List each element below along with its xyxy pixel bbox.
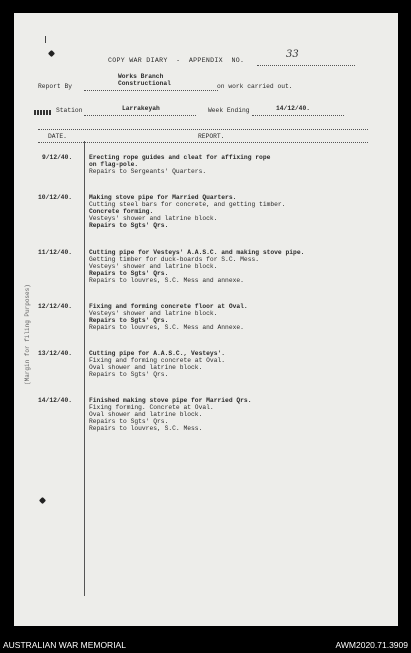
- report-by-label: Report By: [38, 83, 73, 90]
- footer-institution: AUSTRALIAN WAR MEMORIAL: [3, 640, 126, 650]
- entry-date: 9/12/40.: [42, 154, 73, 161]
- entry-line: Vesteys' shower and latrine block.: [89, 215, 218, 222]
- entry-line: Repairs to Sgts' Qrs.: [89, 371, 169, 378]
- entry-date: 12/12/40.: [38, 303, 73, 310]
- week-ending-value: 14/12/40.: [276, 105, 311, 112]
- entry-line: Fixing forming. Concrete at Oval.: [89, 404, 214, 411]
- appendix-number: 33: [286, 49, 299, 60]
- entry-line: Making stove pipe for Married Quarters.: [89, 194, 237, 201]
- entry-line: Concrete forming.: [89, 208, 154, 215]
- entry-line: Getting timber for duck-boards for S.C. Mess.: [89, 256, 260, 263]
- entry-line: Fixing and forming concrete floor at Oval.: [89, 303, 248, 310]
- entry-line: Cutting pipe for Vesteys' A.A.S.C. and making stove pipe.: [89, 249, 305, 256]
- date-column-header: DATE.: [48, 133, 67, 140]
- document-page: [14, 13, 398, 626]
- entry-line: on flag-pole.: [89, 161, 139, 168]
- entry-line: Oval shower and latrine block.: [89, 411, 203, 418]
- entry-line: Erecting rope guides and cleat for affixing rope: [89, 154, 271, 161]
- entry-line: Vesteys' shower and latrine block.: [89, 263, 218, 270]
- report-by-suffix: on work carried out.: [217, 83, 293, 90]
- station-rule: [84, 115, 196, 116]
- footer-bar: [0, 638, 411, 653]
- entry-line: Repairs to Sgts' Qrs.: [89, 270, 169, 277]
- document-title: COPY WAR DIARY - APPENDIX NO.: [108, 57, 245, 64]
- report-by-rule: [84, 90, 218, 91]
- entry-line: Cutting steel bars for concrete, and getting timber.: [89, 201, 286, 208]
- table-top-rule: [38, 129, 368, 130]
- entry-date: 14/12/40.: [38, 397, 73, 404]
- entry-line: Repairs to Sgts' Qrs.: [89, 317, 169, 324]
- table-header-rule: [38, 142, 368, 143]
- entry-date: 11/12/40.: [38, 249, 73, 256]
- entry-line: Repairs to Sergeants' Quarters.: [89, 168, 207, 175]
- entry-line: Repairs to louvres, S.C. Mess and Annexe.: [89, 324, 244, 331]
- report-by-value-line2: Constructional: [118, 80, 171, 87]
- week-ending-label: Week Ending: [208, 107, 250, 114]
- entry-line: Finished making stove pipe for Married Qrs.: [89, 397, 252, 404]
- entry-date: 10/12/40.: [38, 194, 73, 201]
- appendix-number-rule: [257, 65, 355, 66]
- entry-line: Repairs to louvres, S.C. Mess and annexe.: [89, 277, 244, 284]
- report-by-value-line1: Works Branch: [118, 73, 164, 80]
- entry-date: 13/12/40.: [38, 350, 73, 357]
- station-value: Larrakeyah: [122, 105, 160, 112]
- entry-line: Repairs to Sgts' Qrs.: [89, 418, 169, 425]
- entry-line: Oval shower and latrine block.: [89, 364, 203, 371]
- column-divider: [84, 141, 85, 596]
- station-label: Station: [56, 107, 83, 114]
- entry-line: Cutting pipe for A.A.S.C., Vesteys'.: [89, 350, 226, 357]
- entry-line: Repairs to louvres, S.C. Mess.: [89, 425, 203, 432]
- report-column-header: REPORT.: [198, 133, 225, 140]
- struck-out-text: [34, 110, 52, 115]
- pen-mark: [45, 36, 46, 43]
- margin-note: (Margin for filing Purposes): [24, 284, 31, 385]
- footer-catalog-id: AWM2020.71.3909: [335, 640, 408, 650]
- entry-line: Vesteys' shower and latrine block.: [89, 310, 218, 317]
- entry-line: Repairs to Sgts' Qrs.: [89, 222, 169, 229]
- entry-line: Fixing and forming concrete at Oval.: [89, 357, 226, 364]
- week-ending-rule: [252, 115, 344, 116]
